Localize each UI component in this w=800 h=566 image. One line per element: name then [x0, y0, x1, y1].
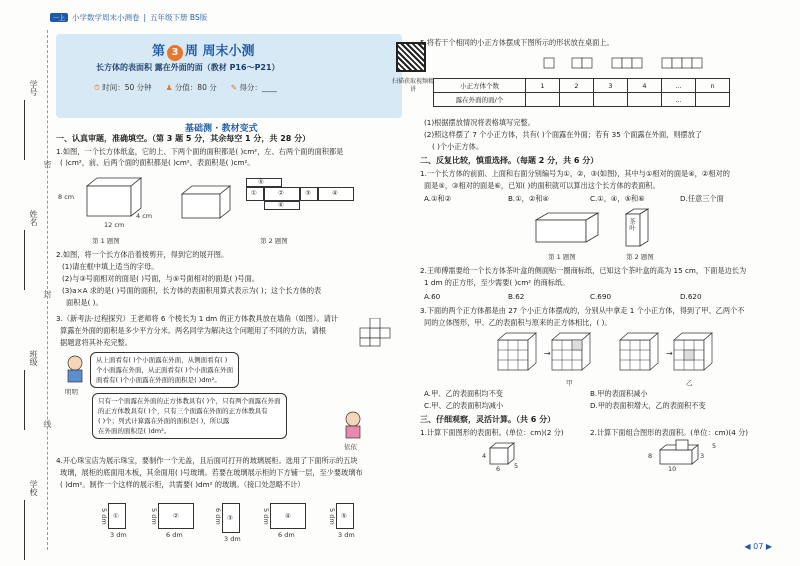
glass-2-n: ②	[173, 512, 179, 520]
sidebar-line	[24, 500, 25, 560]
sidebar-line	[24, 100, 25, 160]
speech-bubble-mingming: 从上面看有( )个小面露在外面，从侧面看有( ) 个小面露在外面，从正面看有( )个小面露在外面 面看有( )个小面露在外面的面积是( )dm²。	[90, 352, 239, 388]
person-icon: ♟	[165, 83, 173, 92]
c2-fig-caption: 第 2 题图	[626, 253, 654, 261]
net-face-top	[246, 178, 282, 187]
q1-line-b: ( )cm²，前、后两个面的面积都是( )cm²，表面积是( )cm²。	[60, 158, 255, 167]
c2-option-a[interactable]: A.60	[424, 292, 441, 301]
fig1-caption: 第 1 题图	[92, 237, 120, 245]
table-row: 小正方体个数 1 2 3 4 … n	[434, 79, 730, 93]
cut-mark: 封	[43, 290, 52, 298]
svg-text:→: →	[544, 349, 551, 358]
d1-num-d: 5	[514, 462, 519, 470]
header-sep: |	[143, 13, 147, 22]
numbered-cuboid-figure	[530, 210, 606, 246]
d1-num-h: 4	[482, 452, 487, 460]
title-banner	[56, 34, 435, 118]
cut-mark: 线	[43, 420, 52, 428]
c2-option-b[interactable]: B.62	[508, 292, 525, 301]
q2-part-1: (1)请在框中填上适当的字母。	[62, 262, 159, 271]
glass-2-w: 6 dm	[166, 531, 183, 539]
c1-option-c[interactable]: C.①，④，⑤和⑥	[590, 194, 645, 203]
glass-3-w: 3 dm	[224, 535, 241, 543]
fig1-height-label: 8 cm	[58, 193, 75, 201]
title-pre: 第	[152, 44, 166, 59]
table-row: 露在外面的面/个 …	[434, 93, 730, 107]
net-label-4: ④	[332, 189, 338, 197]
net-label-5: ⑤	[258, 178, 264, 186]
week-badge: 3	[167, 45, 183, 61]
glass-5-w: 3 dm	[338, 531, 355, 539]
q2-stem: 2.如图，将一个长方体沿着棱剪开，得到它的展开图。	[56, 250, 229, 259]
d2-num-1: 10	[668, 465, 677, 473]
c2-line-a: 2.王师傅需要给一个长方体茶叶盒的侧面贴一圈商标纸，已知这个茶叶盒的高为 15 cm，下面是边长为	[420, 266, 747, 275]
q5-part-2b: ( )个小正方体。	[432, 142, 484, 151]
glass-3-n: ③	[227, 514, 233, 522]
tea-box-figure	[622, 206, 652, 250]
student-name-2: 依依	[344, 443, 357, 451]
time-info: ⏱ 时间：50 分钟	[94, 83, 152, 92]
glass-1-h: 5 dm	[100, 508, 108, 525]
d1-num-w: 6	[496, 465, 501, 473]
svg-text:→: →	[666, 349, 673, 358]
d2-num-2: 3	[700, 452, 705, 460]
exam-meta	[94, 82, 277, 93]
fig1-depth-label: 4 cm	[136, 212, 153, 220]
shape-yi	[670, 330, 720, 376]
net-label-3: ③	[305, 189, 311, 197]
sidebar-line	[24, 370, 25, 430]
c3-line-a: 3.下面的两个正方体都是由 27 个小正方体摆成的，分别从中拿走 1 个小正方体，得到了甲、乙两个不	[420, 306, 745, 315]
page-subtitle: 长方体的表面积 露在外面的面（教材 P16～P21）	[96, 63, 280, 72]
cuboid-figure-2	[178, 182, 238, 222]
yi-label: 乙	[686, 379, 693, 387]
glass-5-h: 5 dm	[328, 508, 336, 525]
c3-option-c[interactable]: C.甲、乙的表面积均减小	[424, 401, 504, 410]
q5-stem: 5.将若干个相同的小正方体摆成下图所示的形状放在桌面上。	[420, 38, 614, 47]
shape-jia	[548, 330, 598, 376]
q2-part-3: (3)a×A 求的是( )号面的面积，长方体的表面积用算式表示为( )；这个长方体的表	[62, 286, 322, 295]
section-3-heading: 三、仔细观察，灵活计算。（共 6 分）	[420, 415, 556, 424]
c3-option-b[interactable]: B.甲的表面积减小	[590, 389, 648, 398]
d1-stem: 1.计算下面图形的表面积。(单位：cm)(2 分)	[420, 428, 564, 437]
page-number-text: 07	[753, 542, 764, 551]
d2-num-3: 5	[712, 442, 717, 450]
q1-line-a: 1.如图，一个长方体纸盒，它的上、下两个面的面积都是( )cm²，左、右两个面的面积都是	[56, 147, 344, 156]
c3-line-b: 同的立体图形，甲、乙的表面积与原来的正方体相比，( )。	[424, 318, 612, 327]
sidebar-label-xuexiao: 学校	[29, 480, 38, 496]
c2-option-c[interactable]: C.690	[590, 292, 612, 301]
glass-4-n: ④	[285, 512, 291, 520]
section-1-heading: 一、认真审题，准确填空。（第 3 题 5 分，其余每空 1 分，共 28 分）	[56, 134, 311, 143]
tea-label: 茶叶	[628, 218, 636, 231]
running-header	[50, 12, 207, 23]
sidebar-line	[24, 230, 25, 290]
q4-line-b: 玻璃，展柜的底面用木板，其余面用( )号玻璃。若要在玻璃展示柜的下方铺一层，至少要玻璃布	[60, 468, 363, 477]
net-label-6: ⑥	[278, 201, 284, 209]
cube-row-figure	[540, 52, 790, 74]
page-title	[152, 40, 255, 61]
d2-num-4: 8	[648, 452, 653, 460]
c3-option-d[interactable]: D.甲的表面积增大，乙的表面积不变	[590, 401, 706, 410]
section-2-heading: 二、反复比较，慎重选择。（每题 2 分，共 6 分）	[420, 156, 599, 165]
glass-1-w: 3 dm	[110, 531, 127, 539]
q4-line-a: 4.开心珠宝店为展示珠宝，要制作一个无盖，且后面可打开的玻璃展柜。选用了下面所示的五块	[56, 456, 358, 465]
fig1-width-label: 12 cm	[104, 221, 125, 229]
q5-part-1: (1)根据摆放情况将表格填写完整。	[424, 118, 535, 127]
glass-4-h: 5 dm	[262, 508, 270, 525]
speech-bubble-yiyi: 只有一个面露在外面的正方体教具有( )个，只有两个面露在外面 的正方体教具有( )个，只有三个面露在外面的正方体教具有 ( )个；列式计算露在外面的面积是( )，所以露 在外面的面积是( )dm²。	[92, 393, 287, 439]
header-tag: 一上	[50, 13, 68, 22]
q5-part-2: (2)照这样摆了 7 个小正方体，共有( )个面露在外面；若有 35 个面露在外面，则摆放了	[424, 130, 703, 139]
sidebar-binding	[0, 30, 52, 550]
d2-stem: 2.计算下面组合图形的表面积。(单位：cm)(4 分)	[590, 428, 749, 437]
corner-cubes-figure	[356, 318, 396, 348]
c1-option-b[interactable]: B.①，②和④	[508, 194, 549, 203]
glass-4-w: 6 dm	[278, 531, 295, 539]
title-post: 周 周末小测	[185, 44, 255, 59]
q2-part-2: (2)与③号面相对的面是( )号面，与⑤号面相对的面是( )号面。	[62, 274, 259, 283]
q3-line-b: 算露在外面的面积是多少平方分米。两名同学为解决这个问题用了不同的方法，请根	[60, 326, 326, 335]
glass-3-h: 6 dm	[214, 508, 222, 525]
got-info: ✎ 得分：____	[230, 83, 277, 92]
student-avatar-mingming	[62, 354, 88, 384]
student-avatar-yiyi	[340, 410, 366, 440]
c1-line-b: 面是⑤，③相对的面是⑥，已知( )的面积就可以算出这个长方体的表面积。	[424, 181, 660, 190]
c1-line-a: 1.一个长方体的前面、上面和右面分别编号为①，②，③(如图)，其中与①相对的面是④，②相对的	[420, 169, 730, 178]
q3-line-c: 据题意将其补充完整。	[60, 338, 132, 347]
c1-fig-caption: 第 1 题图	[548, 253, 576, 261]
q3-line-a: 3.（新考法·过程探究）王老师将 6 个棱长为 1 dm 的正方体教具放在墙角（如图）。请计	[56, 314, 339, 323]
fig2-caption: 第 2 题图	[260, 237, 288, 245]
net-label-1: ①	[251, 189, 257, 197]
glass-1-n: ①	[113, 512, 119, 520]
score-info: ♟ 分值：80 分	[165, 83, 217, 92]
page-number: ◀ 07 ▶	[744, 542, 772, 551]
pen-icon: ✎	[230, 83, 238, 92]
clock-icon: ⏱	[94, 83, 100, 92]
sidebar-label-banji: 班级	[29, 350, 38, 366]
q2-part-3b: 面积是( )。	[66, 298, 103, 307]
glass-2-h: 5 dm	[150, 508, 158, 525]
q4-line-c: ( )dm²。制作一个这样的展示柜，共需要( )dm² 的玻璃。（接口处忽略不计）	[60, 480, 305, 489]
sidebar-label-xingming: 姓名	[29, 210, 38, 226]
c3-option-a[interactable]: A.甲、乙的表面积均不变	[424, 389, 503, 398]
glass-5-n: ⑤	[341, 512, 347, 520]
c1-option-d[interactable]: D.任意三个面	[680, 194, 724, 203]
calc-combo-figure	[654, 438, 718, 470]
net-label-2: ②	[278, 189, 284, 197]
c2-option-d[interactable]: D.620	[680, 292, 702, 301]
sidebar-label-xuehao: 学号	[29, 80, 38, 96]
cut-mark: 密	[43, 160, 52, 168]
cube-count-table	[433, 78, 730, 107]
c2-line-b: 1 dm 的正方形，至少需要( )cm² 的商标纸。	[424, 278, 570, 287]
header-title: 小学数学周末小测卷	[72, 13, 140, 22]
header-edition: 五年级下册 BS版	[150, 13, 208, 22]
jia-label: 甲	[566, 379, 573, 387]
c1-option-a[interactable]: A.①和②	[424, 194, 452, 203]
student-name-1: 明明	[65, 388, 78, 396]
section-band: 基础测 · 教材变式	[185, 124, 258, 134]
qr-caption: 扫描获取视频精讲	[392, 78, 435, 93]
